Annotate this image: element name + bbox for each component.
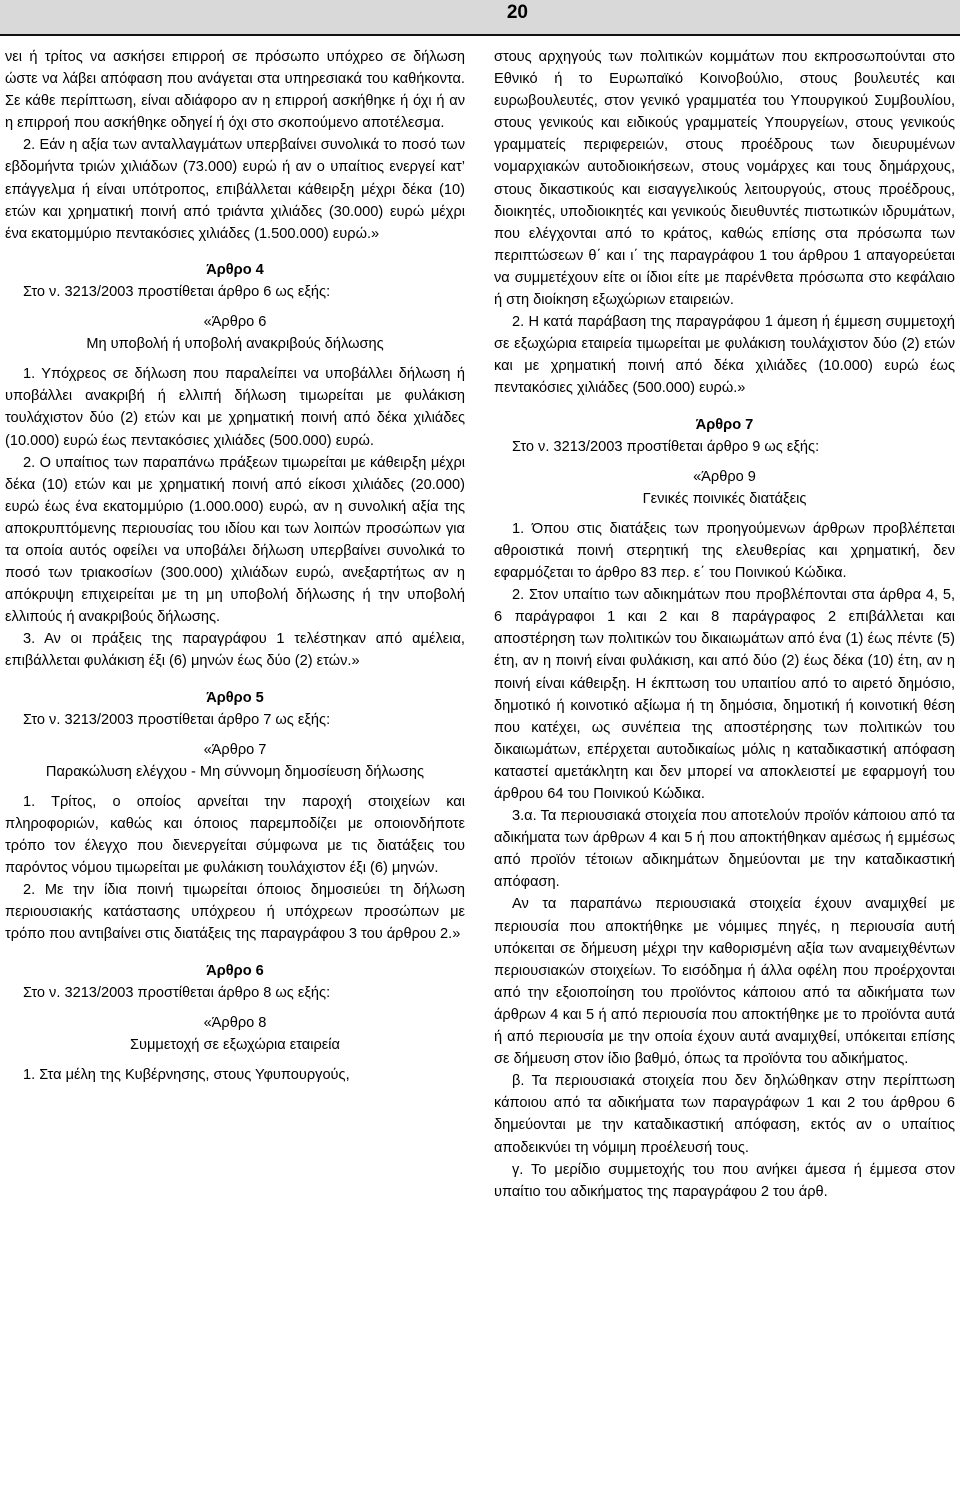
page-number: 20 [506, 2, 528, 23]
paragraph: 2. Εάν η αξία των ανταλλαγμάτων υπερβαίνει συνολικά το ποσό των εβδομήντα τριών χιλιάδων (73.000) ευρώ ή αν ο υπαίτιος ενεργεί κατ’ επάγγελμα ή είναι υπότροπος, επιβάλλεται κάθειρξη μέχρι δέκα (10) ετών και χρηματική ποινή από τριάντα χιλιάδες (30.000) ευρώ μέχρι ένα εκατομμύριο πεντακόσιες χιλιάδες (1.500.000) ευρώ.» [5, 137, 465, 242]
article-title: «Άρθρο 7 [203, 741, 267, 758]
article-heading: Άρθρο 5 [206, 689, 264, 706]
article-intro: Στο ν. 3213/2003 προστίθεται άρθρο 6 ως εξής: [23, 283, 331, 300]
paragraph: Αν τα παραπάνω περιουσιακά στοιχεία έχουν αναμιχθεί με περιουσία που αποκτήθηκε με νόμιμες πηγές, η περιουσία αυτή υπόκειται σε δήμευση μέχρι την καθορισμένη αξία των αναμειχθέντων περιουσιακών στοιχείων. Το εισόδημα ή άλλα οφέλη που προέρχονται από την εξοιοποίηση του προϊόντος κάποιου από τα αδικήματα των άρθρων 4 και 5 ή από περιουσία που αποκτήθηκε με το προϊόντα αυτά ή από περιουσία με την οποία έχουν αυτά αναμιχθεί, υπόκειται επίσης σε δήμευση στον ίδιο βαθμό, όπως τα προϊόντα του αδικήματος. [494, 896, 955, 1068]
article-title: «Άρθρο 6 [203, 314, 267, 331]
paragraph: 2. Με την ίδια ποινή τιμωρείται όποιος δημοσιεύει τη δήλωση περιουσιακής κατάστασης υπόχρεου ή υπόχρεων προσώπων με τρόπο που αντιβαίνει στις διατάξεις της παραγράφου 3 του άρθρου 2.» [5, 882, 465, 943]
paragraph: νει ή τρίτος να ασκήσει επιρροή σε πρόσωπο υπόχρεο σε δήλωση ώστε να λάβει απόφαση που ανάγεται στα υπηρεσιακά του καθήκοντα. Σε κάθε περίπτωση, είναι αδιάφορο αν η επιρροή ασκήθηκε ή όχι ή αν η επιρροή που ασκήθηκε οδηγεί ή όχι στο σκοπούμενο αποτέλεσμα. [5, 49, 465, 132]
paragraph: 2. Ο υπαίτιος των παραπάνω πράξεων τιμωρείται με κάθειρξη μέχρι δέκα (10) ετών και με χρηματική ποινή από είκοσι χιλιάδες (20.000) ευρώ έως ένα εκατομμύριο (1.000.000) ευρώ, αν η συνολική αξία της αποκρυπτόμενης περιουσίας του ιδίου και των λοιπών προσώπων για τα οποία αυτός οφείλει να υποβάλει δήλωση υπερβαίνει συνολικά το ποσό των τριακοσίων (300.000) χιλιάδων ευρώ, ανεξαρτήτως αν η απόκρυψη επιχειρείται με τη μη υποβολή δήλωσης ή την υποβολή ελλιπούς ή ανακριβούς δήλωσης. [5, 454, 465, 626]
article-intro: Στο ν. 3213/2003 προστίθεται άρθρο 8 ως εξής: [23, 984, 331, 1001]
article-title: «Άρθρο 8 [203, 1014, 267, 1031]
paragraph: β. Τα περιουσιακά στοιχεία που δεν δηλώθηκαν στην περίπτωση κάποιου από τα αδικήματα των παραγράφων 1 και 2 του άρθρου 6 δημεύονται με την καταδικαστική απόφαση, εκτός αν ο υπαίτιος αποδεικνύει τη νόμιμη προέλευσή τους. [494, 1073, 955, 1156]
article-heading: Άρθρο 6 [206, 962, 264, 979]
article-title: «Άρθρο 9 [693, 468, 756, 485]
paragraph: 2. Η κατά παράβαση της παραγράφου 1 άμεση ή έμμεση συμμετοχή σε εξωχώρια εταιρεία τιμωρείται με φυλάκιση τουλάχιστον δύο (2) ετών και με χρηματική ποινή από δέκα χιλιάδες (10.000) ευρώ έως πεντακόσιες χιλιάδες (500.000) ευρώ.» [494, 314, 955, 397]
paragraph: 1. Υπόχρεος σε δήλωση που παραλείπει να υποβάλλει δήλωση ή υποβάλλει ανακριβή ή ελλιπή δήλωση τιμωρείται με φυλάκιση τουλάχιστον δύο (2) ετών και με χρηματική ποινή από δέκα χιλιάδες (10.000) ευρώ έως πεντακόσιες χιλιάδες (500.000) ευρώ. [5, 366, 465, 449]
article-subtitle: Μη υποβολή ή υποβολή ανακριβούς δήλωσης [86, 336, 384, 353]
page-header-bar [0, 0, 960, 36]
paragraph: στους αρχηγούς των πολιτικών κομμάτων που εκπροσωπούνται στο Εθνικό ή το Ευρωπαϊκό Κοινοβούλιο, στους βουλευτές και ευρωβουλευτές, στον γενικό γραμματέα του Υπουργικού Συμβουλίου, στους γενικούς και ειδικούς γραμματείς Υπουργείων, στους γενικούς γραμματείς περιφερειών, στους προέδρους των διευρυμένων νομαρχιακών αυτοδιοικήσεων, στους νομάρχες και τους δημάρχους, στους δικαστικούς και εισαγγελικούς λειτουργούς, στους προέδρους, διοικητές, υποδιοικητές και γενικούς διευθυντές πιστωτικών ιδρυμάτων, που ελέγχονται από το κράτος, καθώς επίσης στα πρόσωπα των περιπτώσεων θ΄ και ι΄ της παραγράφου 1 του άρθρου 1 απαγορεύεται να συμμετέχουν είτε οι ίδιοι είτε με παρένθετα πρόσωπα στο κεφάλαιο ή στη διοίκηση εξωχώριων εταιρειών. [494, 49, 955, 309]
article-intro: Στο ν. 3213/2003 προστίθεται άρθρο 7 ως εξής: [23, 711, 331, 728]
paragraph: 1. Τρίτος, ο οποίος αρνείται την παροχή στοιχείων και πληροφοριών, καθώς και όποιος παρεμποδίζει με οποιονδήποτε τρόπο τον έλεγχο που διενεργείται σύμφωνα με τις διατάξεις του παρόντος νόμου τιμωρείται με φυλάκιση τουλάχιστον έξι (6) μηνών. [5, 793, 465, 877]
paragraph: 2. Στον υπαίτιο των αδικημάτων που προβλέπονται στα άρθρα 4, 5, 6 παράγραφοι 1 και 2 και 8 παράγραφος 2 επιβάλλεται και αποστέρηση των πολιτικών του δικαιωμάτων από ένα (1) έως πέντε (5) έτη, αν η ποινή είναι φυλάκιση, και από δύο (2) έως δέκα (10) έτη, αν η ποινή είναι κάθειρξη. Η έκπτωση του υπαιτίου από το αιρετό δημόσιο, δημοτικό ή κοινοτικό αξίωμα ή τη δημόσια, δημοτική ή κοινοτική θέση που κατέχει, ως συνέπεια της αποστέρησης των πολιτικών του δικαιωμάτων, επέρχεται αυτοδικαίως μόλις η καταδικαστική απόφαση καταστεί αμετάκλητη και δεν μπορεί να αποκλειστεί με εφαρμογή του άρθρου 64 του Ποινικού Κώδικα. [494, 587, 955, 802]
paragraph: 1. Στα μέλη της Κυβέρνησης, στους Υφυπουργούς, [23, 1066, 350, 1083]
article-subtitle: Παρακώλυση ελέγχου - Μη σύννομη δημοσίευση δήλωσης [45, 763, 425, 780]
paragraph: 1. Όπου στις διατάξεις των προηγούμενων άρθρων προβλέπεται αθροιστικά ποινή στερητική της ελευθερίας και χρηματική, δεν εφαρμόζεται το άρθρο 83 περ. ε΄ του Ποινικού Κώδικα. [494, 520, 955, 582]
article-heading: Άρθρο 7 [695, 416, 754, 433]
right-column [494, 46, 955, 1203]
article-intro: Στο ν. 3213/2003 προστίθεται άρθρο 9 ως εξής: [512, 438, 820, 455]
paragraph: 3.α. Τα περιουσιακά στοιχεία που αποτελούν προϊόν κάποιου από τα αδικήματα των άρθρων 4 και 5 ή που αποκτήθηκαν αμέσως ή εμμέσως από προϊόν τέτοιων αδικημάτων δημεύονται με την καταδικαστική απόφαση. [494, 808, 955, 891]
article-heading: Άρθρο 4 [206, 261, 264, 278]
article-subtitle: Συμμετοχή σε εξωχώρια εταιρεία [130, 1036, 340, 1053]
paragraph: γ. Το μερίδιο συμμετοχής του που ανήκει άμεσα ή έμμεσα στον υπαίτιο του αδικήματος της παραγράφου 2 του άρθ. [494, 1161, 955, 1200]
paragraph: 3. Αν οι πράξεις της παραγράφου 1 τελέστηκαν από αμέλεια, επιβάλλεται φυλάκιση έξι (6) μηνών έως δύο (2) ετών.» [5, 631, 465, 670]
article-subtitle: Γενικές ποινικές διατάξεις [642, 490, 807, 507]
left-column [5, 46, 465, 1086]
